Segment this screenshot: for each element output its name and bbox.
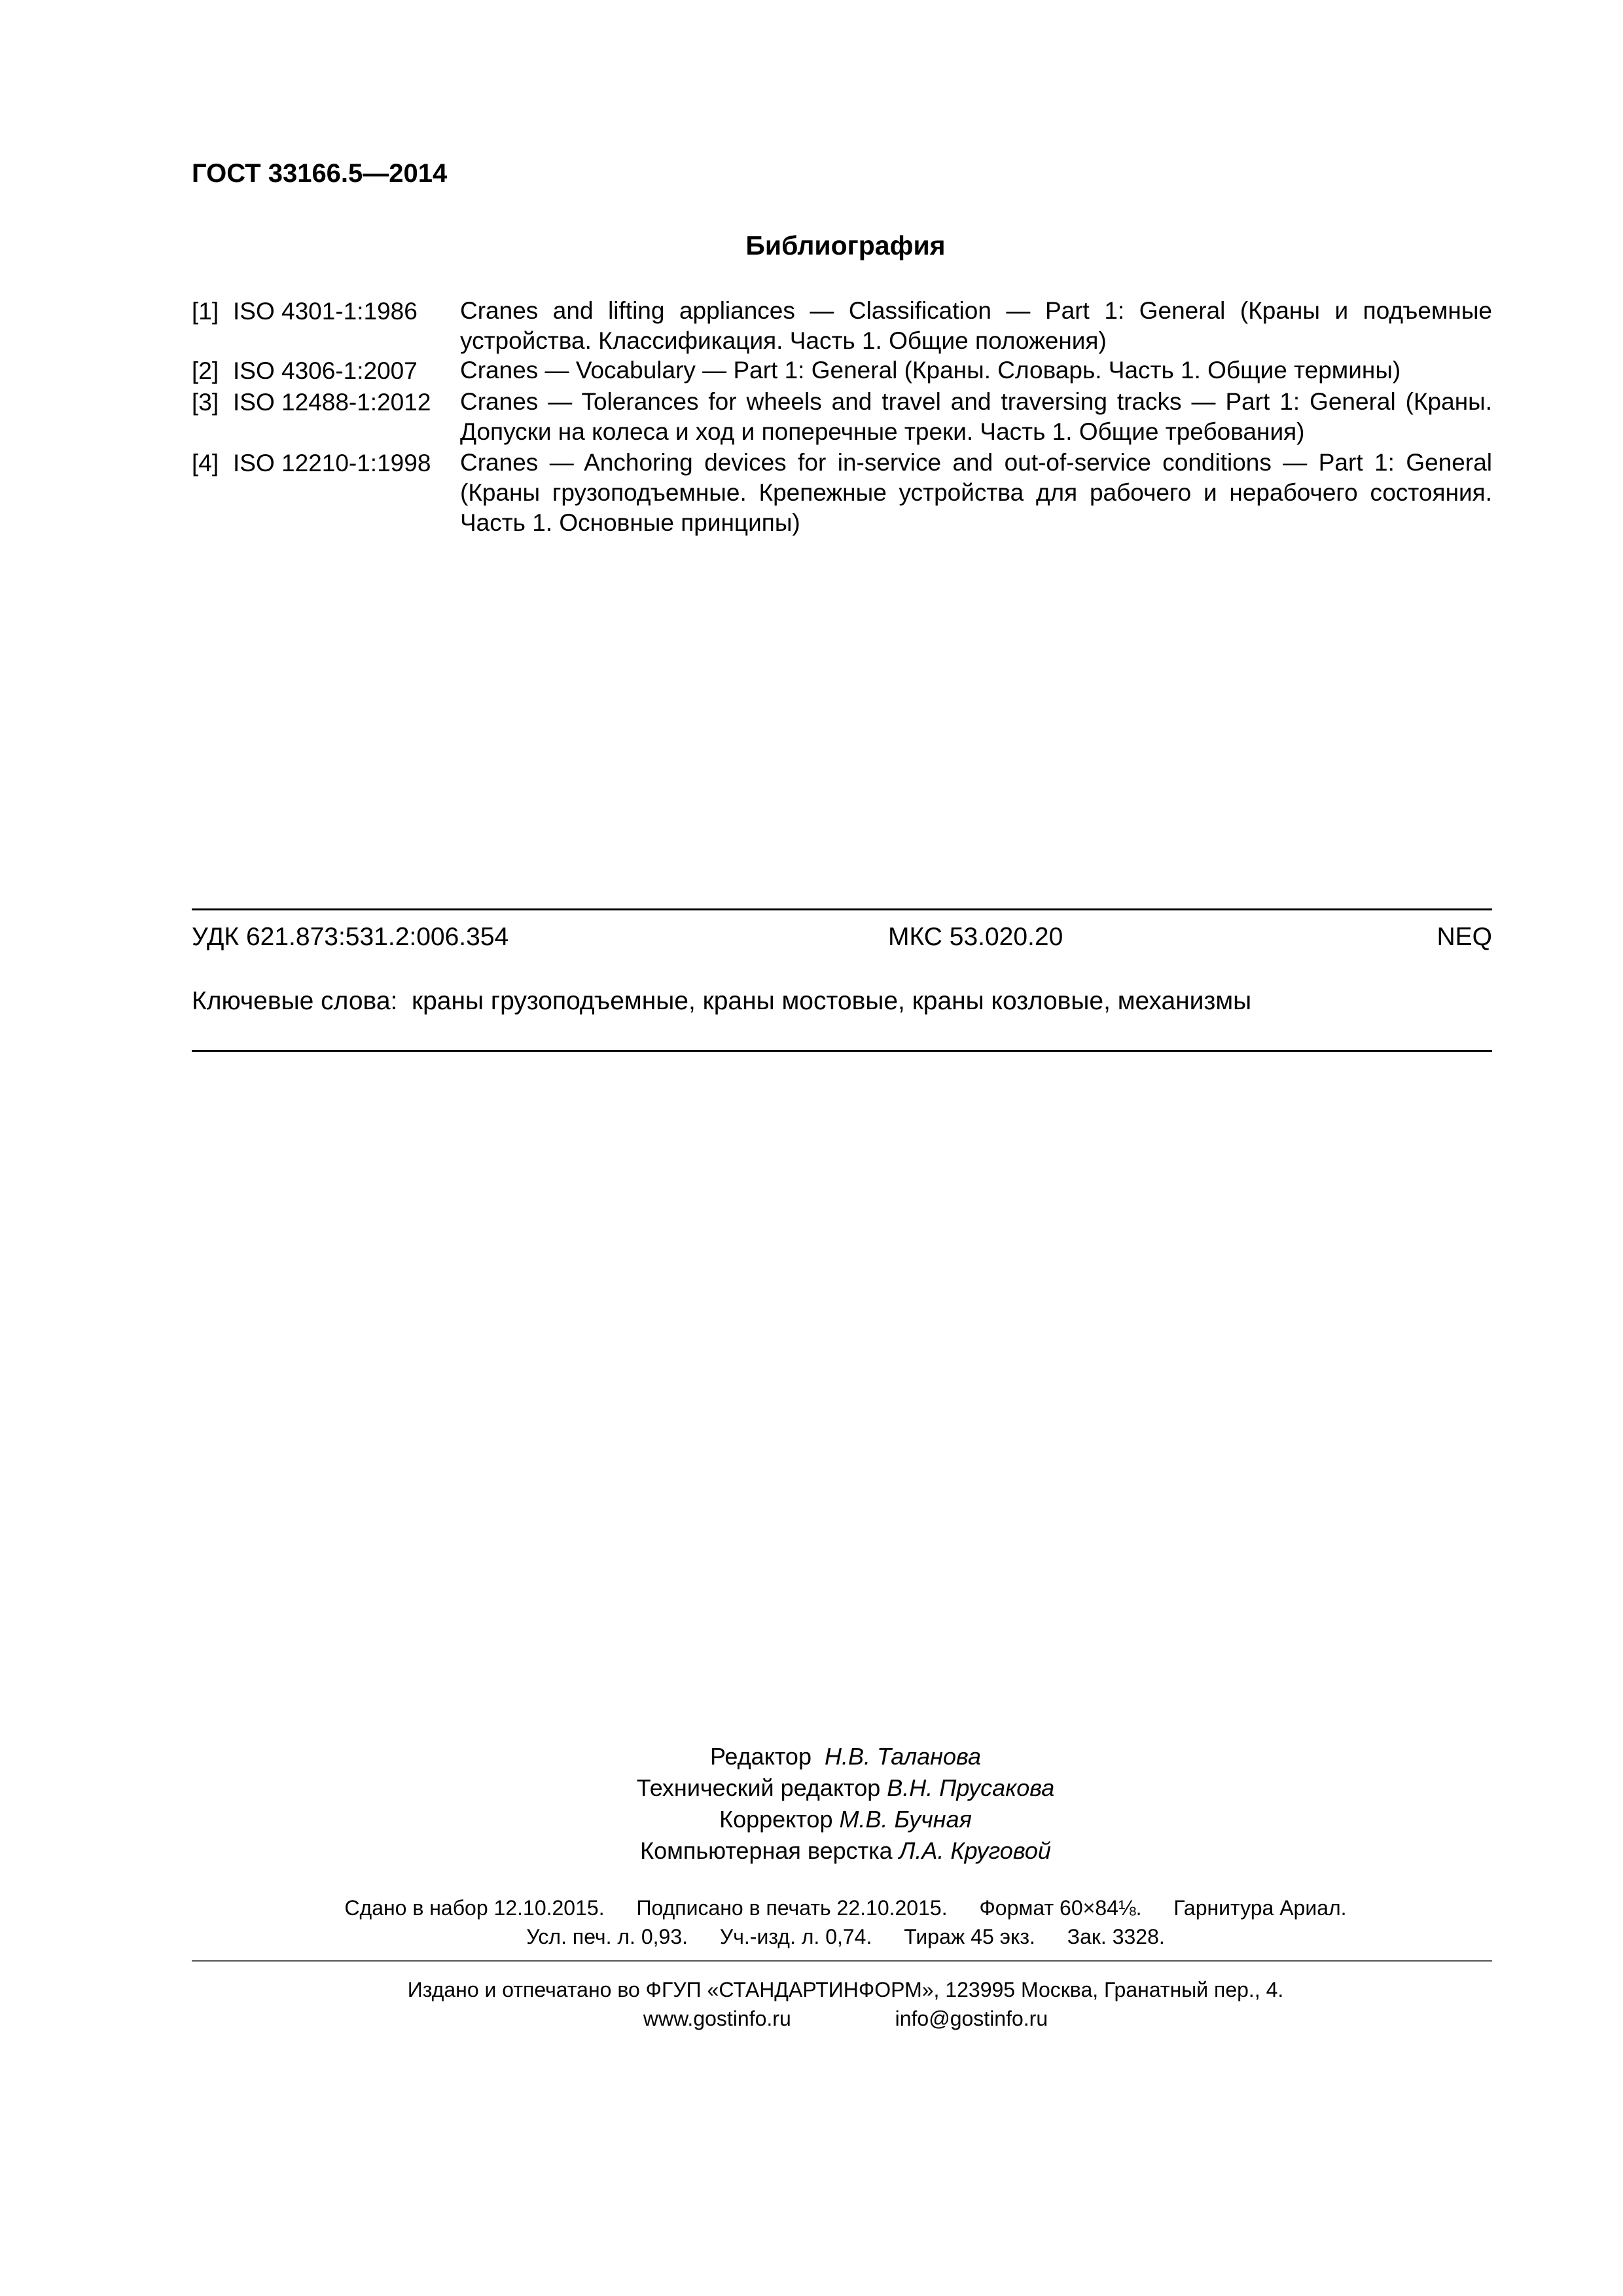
credit-line: Компьютерная верстка Л.А. Круговой (640, 1837, 1051, 1864)
ref-code: ISO 12210-1:1998 (233, 450, 431, 476)
divider (192, 1050, 1492, 1052)
ref-text: Cranes — Tolerances for wheels and travel and traversing tracks — Part 1: General (Краны. Допуски на колеса и ход и поперечные треки. Часть 1. Общие требования) (460, 388, 1492, 445)
credit-line: Технический редактор В.Н. Прусакова (636, 1774, 1055, 1801)
keywords (192, 987, 1251, 1016)
publisher-contacts (0, 2004, 1623, 2033)
document-code: ГОСТ 33166.5—2014 (192, 159, 448, 188)
divider (192, 1960, 1492, 1962)
bibliography-title: Библиография (745, 230, 946, 260)
neq-label: NEQ (1436, 923, 1492, 951)
keywords-list: краны грузоподъемные, краны мостовые, краны козловые, механизмы (412, 987, 1252, 1015)
ref-number: [4] (192, 450, 219, 476)
ref-number: [3] (192, 389, 219, 416)
credit-line: Редактор Н.В. Таланова (710, 1743, 981, 1770)
credit-line: Корректор М.В. Бучная (719, 1806, 972, 1833)
ref-code: ISO 4301-1:1986 (233, 298, 418, 325)
ref-code: ISO 12488-1:2012 (233, 389, 431, 416)
ref-number: [1] (192, 298, 219, 325)
divider (192, 908, 1492, 910)
ref-number: [2] (192, 357, 219, 384)
ref-text: Cranes — Anchoring devices for in-service and out-of-service conditions — Part 1: General (Краны грузоподъемные. Крепежные устройства для рабочего и нерабочего состояния. Часть 1. Основные принципы) (460, 449, 1492, 536)
email-link[interactable]: info@gostinfo.ru (895, 2007, 1048, 2030)
keywords-label: Ключевые слова: (192, 987, 398, 1015)
publisher-block (0, 1975, 1623, 2033)
ref-code: ISO 4306-1:2007 (233, 357, 418, 384)
print-info-line: Сдано в набор 12.10.2015. Подписано в печать 22.10.2015. Формат 60×84⅛. Гарнитура Ариал. (344, 1896, 1347, 1920)
print-info-line: Усл. печ. л. 0,93. Уч.-изд. л. 0,74. Тираж 45 экз. Зак. 3328. (526, 1925, 1165, 1948)
print-info (0, 1893, 1623, 1951)
ref-text: Cranes — Vocabulary — Part 1: General (Краны. Словарь. Часть 1. Общие термины) (460, 357, 1401, 384)
website-link[interactable]: www.gostinfo.ru (643, 2007, 791, 2030)
mks-code: МКС 53.020.20 (888, 923, 1063, 951)
udk-code: УДК 621.873:531.2:006.354 (192, 923, 509, 951)
ref-text: Cranes and lifting appliances — Classification — Part 1: General (Краны и подъемные устройства. Классификация. Часть 1. Общие положения) (460, 297, 1492, 354)
credits-block (0, 1741, 1623, 1867)
publisher-line: Издано и отпечатано во ФГУП «СТАНДАРТИНФОРМ», 123995 Москва, Гранатный пер., 4. (407, 1978, 1284, 2001)
